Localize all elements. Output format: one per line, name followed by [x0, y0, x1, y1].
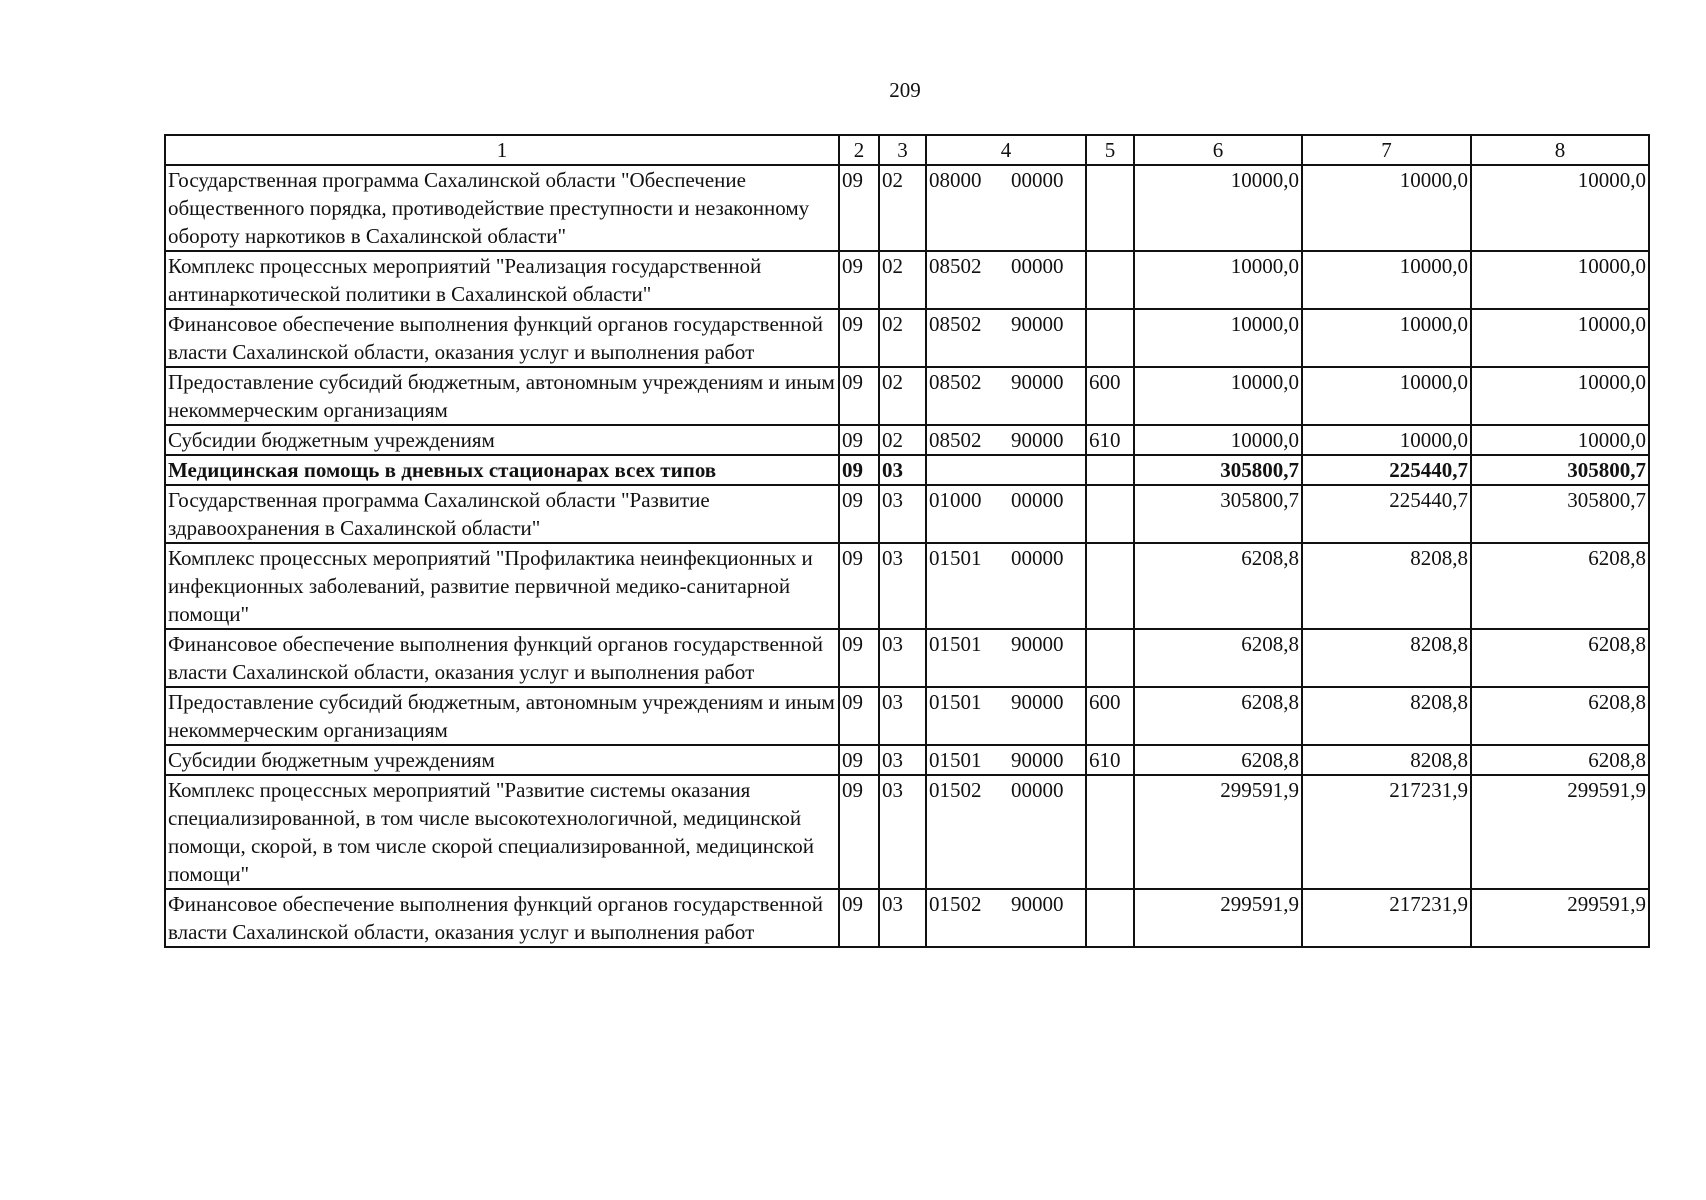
budget-table [164, 134, 1650, 948]
subsection-code: 03 [879, 455, 926, 485]
column-header: 6 [1134, 135, 1302, 165]
table-body [165, 165, 1649, 947]
section-code: 09 [839, 425, 879, 455]
amount-col-8: 299591,9 [1471, 775, 1649, 889]
amount-col-8: 10000,0 [1471, 165, 1649, 251]
program-code: 08000 [929, 168, 982, 192]
direction-code: 90000 [1011, 892, 1064, 916]
direction-code: 00000 [1011, 546, 1064, 570]
amount-col-8: 10000,0 [1471, 425, 1649, 455]
subsection-code: 02 [879, 165, 926, 251]
expense-type-code [1086, 455, 1134, 485]
page-number: 209 [889, 78, 921, 102]
amount-col-8: 305800,7 [1471, 455, 1649, 485]
row-name: Предоставление субсидий бюджетным, автономным учреждениям и иным некоммерческим организациям [165, 687, 839, 745]
expense-type-code [1086, 543, 1134, 629]
expense-type-code: 610 [1086, 745, 1134, 775]
row-name: Комплекс процессных мероприятий "Развитие системы оказания специализированной, в том числе высокотехнологичной, медицинской помощи, скорой, в том числе скорой специализированной, медицинской помощи" [165, 775, 839, 889]
subsection-code: 03 [879, 775, 926, 889]
row-name: Государственная программа Сахалинской области "Обеспечение общественного порядка, противодействие преступности и незаконному обороту наркотиков в Сахалинской области" [165, 165, 839, 251]
program-code: 08502 [929, 312, 982, 336]
amount-col-6: 10000,0 [1134, 367, 1302, 425]
expense-type-code [1086, 485, 1134, 543]
subsection-code: 03 [879, 485, 926, 543]
row-name: Субсидии бюджетным учреждениям [165, 425, 839, 455]
target-article-code [926, 687, 1086, 745]
amount-col-6: 10000,0 [1134, 309, 1302, 367]
amount-col-7: 225440,7 [1302, 485, 1471, 543]
row-name: Субсидии бюджетным учреждениям [165, 745, 839, 775]
target-article-code [926, 485, 1086, 543]
direction-code: 00000 [1011, 778, 1064, 802]
amount-col-8: 10000,0 [1471, 367, 1649, 425]
program-code: 01502 [929, 892, 982, 916]
direction-code: 90000 [1011, 632, 1064, 656]
amount-col-6: 6208,8 [1134, 629, 1302, 687]
amount-col-8: 10000,0 [1471, 309, 1649, 367]
amount-col-7: 8208,8 [1302, 543, 1471, 629]
target-article-code [926, 165, 1086, 251]
target-article-code [926, 309, 1086, 367]
table-row [165, 251, 1649, 309]
target-article-code [926, 543, 1086, 629]
target-article-code [926, 425, 1086, 455]
direction-code: 90000 [1011, 312, 1064, 336]
amount-col-6: 6208,8 [1134, 543, 1302, 629]
direction-code: 90000 [1011, 748, 1064, 772]
amount-col-8: 6208,8 [1471, 629, 1649, 687]
program-code: 01501 [929, 748, 982, 772]
table-row [165, 309, 1649, 367]
table-row [165, 543, 1649, 629]
expense-type-code: 610 [1086, 425, 1134, 455]
direction-code: 00000 [1011, 254, 1064, 278]
program-code: 01501 [929, 690, 982, 714]
column-header: 2 [839, 135, 879, 165]
column-header: 4 [926, 135, 1086, 165]
column-header: 5 [1086, 135, 1134, 165]
amount-col-7: 217231,9 [1302, 775, 1471, 889]
table-row [165, 889, 1649, 947]
row-name: Финансовое обеспечение выполнения функций органов государственной власти Сахалинской области, оказания услуг и выполнения работ [165, 309, 839, 367]
subsection-code: 03 [879, 629, 926, 687]
program-code: 08502 [929, 254, 982, 278]
amount-col-8: 299591,9 [1471, 889, 1649, 947]
row-name: Комплекс процессных мероприятий "Реализация государственной антинаркотической политики в Сахалинской области" [165, 251, 839, 309]
amount-col-7: 217231,9 [1302, 889, 1471, 947]
program-code: 08502 [929, 370, 982, 394]
target-article-code [926, 367, 1086, 425]
subsection-code: 03 [879, 889, 926, 947]
subsection-code: 03 [879, 687, 926, 745]
target-article-code [926, 251, 1086, 309]
expense-type-code: 600 [1086, 687, 1134, 745]
program-code: 01502 [929, 778, 982, 802]
program-code: 01501 [929, 632, 982, 656]
direction-code: 90000 [1011, 370, 1064, 394]
amount-col-7: 10000,0 [1302, 367, 1471, 425]
amount-col-7: 10000,0 [1302, 165, 1471, 251]
section-code: 09 [839, 543, 879, 629]
section-code: 09 [839, 455, 879, 485]
subsection-code: 02 [879, 425, 926, 455]
section-code: 09 [839, 309, 879, 367]
section-code: 09 [839, 165, 879, 251]
expense-type-code [1086, 889, 1134, 947]
amount-col-8: 6208,8 [1471, 543, 1649, 629]
amount-col-6: 10000,0 [1134, 251, 1302, 309]
amount-col-8: 6208,8 [1471, 687, 1649, 745]
subsection-code: 02 [879, 367, 926, 425]
row-name: Предоставление субсидий бюджетным, автономным учреждениям и иным некоммерческим организациям [165, 367, 839, 425]
row-name: Медицинская помощь в дневных стационарах всех типов [165, 455, 839, 485]
amount-col-6: 305800,7 [1134, 455, 1302, 485]
section-code: 09 [839, 367, 879, 425]
row-name: Государственная программа Сахалинской области "Развитие здравоохранения в Сахалинской области" [165, 485, 839, 543]
amount-col-7: 8208,8 [1302, 629, 1471, 687]
table-row [165, 425, 1649, 455]
amount-col-7: 10000,0 [1302, 309, 1471, 367]
amount-col-8: 6208,8 [1471, 745, 1649, 775]
column-header: 8 [1471, 135, 1649, 165]
subsection-code: 03 [879, 745, 926, 775]
table-row [165, 165, 1649, 251]
section-code: 09 [839, 485, 879, 543]
target-article-code [926, 629, 1086, 687]
section-code: 09 [839, 889, 879, 947]
amount-col-7: 225440,7 [1302, 455, 1471, 485]
amount-col-8: 305800,7 [1471, 485, 1649, 543]
program-code: 01501 [929, 546, 982, 570]
expense-type-code: 600 [1086, 367, 1134, 425]
column-header: 7 [1302, 135, 1471, 165]
table-row [165, 367, 1649, 425]
section-code: 09 [839, 629, 879, 687]
amount-col-6: 299591,9 [1134, 889, 1302, 947]
subsection-code: 02 [879, 309, 926, 367]
amount-col-7: 10000,0 [1302, 425, 1471, 455]
column-number-header [165, 135, 1649, 165]
amount-col-7: 8208,8 [1302, 745, 1471, 775]
expense-type-code [1086, 775, 1134, 889]
amount-col-6: 299591,9 [1134, 775, 1302, 889]
target-article-code [926, 775, 1086, 889]
section-code: 09 [839, 251, 879, 309]
amount-col-8: 10000,0 [1471, 251, 1649, 309]
direction-code: 90000 [1011, 428, 1064, 452]
amount-col-7: 8208,8 [1302, 687, 1471, 745]
amount-col-6: 305800,7 [1134, 485, 1302, 543]
row-name: Финансовое обеспечение выполнения функций органов государственной власти Сахалинской области, оказания услуг и выполнения работ [165, 889, 839, 947]
expense-type-code [1086, 165, 1134, 251]
section-code: 09 [839, 775, 879, 889]
amount-col-6: 6208,8 [1134, 745, 1302, 775]
direction-code: 90000 [1011, 690, 1064, 714]
amount-col-6: 10000,0 [1134, 165, 1302, 251]
expense-type-code [1086, 309, 1134, 367]
expense-type-code [1086, 251, 1134, 309]
target-article-code [926, 745, 1086, 775]
table-row [165, 745, 1649, 775]
column-header: 3 [879, 135, 926, 165]
row-name: Комплекс процессных мероприятий "Профилактика неинфекционных и инфекционных заболеваний, развитие первичной медико-санитарной помощи" [165, 543, 839, 629]
section-code: 09 [839, 745, 879, 775]
program-code: 08502 [929, 428, 982, 452]
amount-col-6: 6208,8 [1134, 687, 1302, 745]
subsection-code: 03 [879, 543, 926, 629]
table-row [165, 775, 1649, 889]
amount-col-6: 10000,0 [1134, 425, 1302, 455]
row-name: Финансовое обеспечение выполнения функций органов государственной власти Сахалинской области, оказания услуг и выполнения работ [165, 629, 839, 687]
expense-type-code [1086, 629, 1134, 687]
amount-col-7: 10000,0 [1302, 251, 1471, 309]
direction-code: 00000 [1011, 488, 1064, 512]
target-article-code [926, 889, 1086, 947]
subsection-code: 02 [879, 251, 926, 309]
program-code: 01000 [929, 488, 982, 512]
target-article-code [926, 455, 1086, 485]
table-row [165, 629, 1649, 687]
column-header: 1 [165, 135, 839, 165]
table-row [165, 455, 1649, 485]
table-row [165, 485, 1649, 543]
section-code: 09 [839, 687, 879, 745]
direction-code: 00000 [1011, 168, 1064, 192]
table-row [165, 687, 1649, 745]
